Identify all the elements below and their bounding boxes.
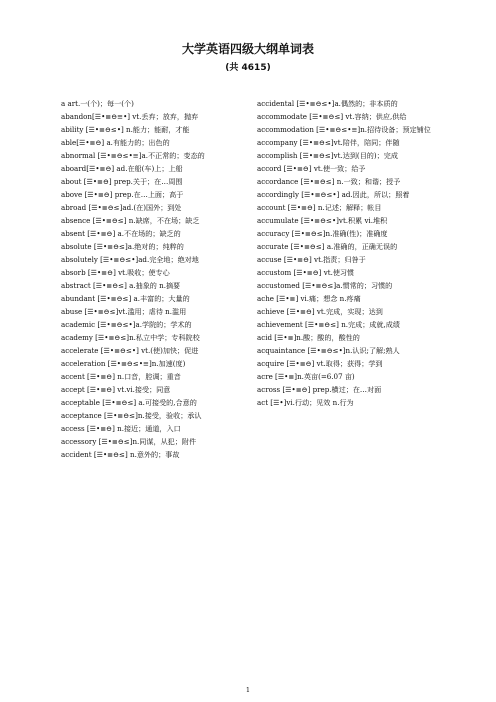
vocabulary-entry: a art.一(个)；每一(个) [61,99,134,108]
vocabulary-entry: achieve [☰•≣⊖] vt.完成，实现；达到 [257,307,383,316]
vocabulary-entry: absolute [☰•≣⊖≤]a.绝对的；纯粹的 [61,242,184,251]
vocabulary-entry: accident [☰•≣⊖≤] n.意外的；事故 [61,450,180,459]
vocabulary-entry: absorb [☰•≣⊖] vt.吸收；使专心 [61,268,170,277]
vocabulary-entry: academy [☰•≣⊖≤]n.私立中学；专科院校 [61,333,200,342]
vocabulary-entry: absolutely [☰•≣⊖≤•]ad.完全地；绝对地 [61,255,199,264]
vocabulary-entry: accept [☰•≣⊖] vt.vi.接受；同意 [61,385,171,394]
vocabulary-entry: accustom [☰•≣⊖] vt.使习惯 [257,268,355,277]
vocabulary-entry: accuracy [☰•≣⊖≤]n.准确(性)；准确度 [257,229,388,238]
vocabulary-entry: abnormal [☰•≣⊖≤•≡]a.不正常的；变态的 [61,151,205,160]
vocabulary-entry: acquire [☰•≣⊖] vt.取得；获得；学到 [257,359,383,368]
vocabulary-entry: accommodation [☰•≣⊖≤•≡]n.招待设备；预定铺位 [257,125,431,134]
word-list-right-column [257,97,447,409]
vocabulary-entry: accord [☰•≣⊖] vt.使一致；给予 [257,164,366,173]
vocabulary-entry: above [☰•≣⊖] prep.在…上面；高于 [61,190,184,199]
vocabulary-entry: accuse [☰•≣⊖] vt.指责；归咎于 [257,255,366,264]
vocabulary-entry: accordance [☰•≣⊖≤] n.一致；和谐；授予 [257,177,401,186]
document-subtitle: (共 4615) [225,63,271,73]
vocabulary-entry: acceptable [☰•≣⊖≤] a.可接受的,合意的 [61,398,197,407]
vocabulary-entry: accessory [☰•≣⊖≤]n.同谋，从犯；附件 [61,437,197,446]
vocabulary-entry: accumulate [☰•≣⊖≤•]vt.积累 vi.堆积 [257,216,388,225]
vocabulary-entry: able[☰•≣⊖] a.有能力的；出色的 [61,138,170,147]
vocabulary-entry: abuse [☰•≣⊖≤]vt.滥用；虐待 n.滥用 [61,307,187,316]
vocabulary-entry: abundant [☰•≣⊖≤] a.丰富的；大量的 [61,294,190,303]
vocabulary-entry: accent [☰•≣⊖] n.口音，腔调；重音 [61,372,181,381]
vocabulary-entry: accustomed [☰•≣⊖≤]a.惯常的；习惯的 [257,281,393,290]
vocabulary-entry: accomplish [☰•≣⊖≤]vt.达到(目的)；完成 [257,151,398,160]
vocabulary-entry: acre [☰•≣]n.英亩(=6.07 亩) [257,372,355,381]
vocabulary-entry: access [☰•≣⊖] n.接近；通道，入口 [61,424,181,433]
vocabulary-entry: accelerate [☰•≣⊖≤•] vt.(使)加快；促进 [61,346,199,355]
vocabulary-entry: acceptance [☰•≣⊖≤]n.接受，验收；承认 [61,411,202,420]
vocabulary-entry: act [☰•]vi.行动；见效 n.行为 [257,398,354,407]
vocabulary-entry: aboard[☰•≣⊖] ad.在船(车)上；上船 [61,164,183,173]
page-number: 1 [245,686,251,694]
vocabulary-entry: acquaintance [☰•≣⊖≤•]n.认识;了解;熟人 [257,346,400,355]
vocabulary-entry: accordingly [☰•≣⊖≤•] ad.因此，所以；照着 [257,190,410,199]
vocabulary-entry: achievement [☰•≣⊖≤] n.完成；成就,成绩 [257,320,400,329]
vocabulary-entry: ache [☰•≣] vi.痛；想念 n.疼痛 [257,294,361,303]
document-title: 大学英语四级大纲单词表 [181,42,314,56]
vocabulary-entry: abstract [☰•≣⊖≤] a.抽象的 n.摘要 [61,281,181,290]
vocabulary-entry: across [☰•≣⊖] prep.横过；在…对面 [257,385,382,394]
vocabulary-entry: abandon[☰•≣⊖≡•] vt.丢弃；放弃，抛弃 [61,112,199,121]
vocabulary-entry: accompany [☰•≣⊖≤]vt.陪伴，陪同；伴随 [257,138,400,147]
vocabulary-entry: absent [☰•≣⊖] a.不在场的；缺乏的 [61,229,181,238]
vocabulary-entry: acid [☰•≣]n.酸；酸的，酸性的 [257,333,360,342]
vocabulary-entry: abroad [☰•≣⊖≤]ad.(在)国外；到处 [61,203,182,212]
vocabulary-entry: absence [☰•≣⊖≤] n.缺席，不在场；缺乏 [61,216,200,225]
vocabulary-entry: accidental [☰•≣⊖≤•]a.偶然的；非本质的 [257,99,398,108]
vocabulary-entry: acceleration [☰•≣⊖≤•≡]n.加速(度) [61,359,186,368]
vocabulary-entry: accommodate [☰•≣⊖≤] vt.容纳；供应,供给 [257,112,407,121]
vocabulary-entry: account [☰•≣⊖] n.记述；解释；帐目 [257,203,382,212]
vocabulary-entry: academic [☰•≣⊖≤•]a.学院的；学术的 [61,320,192,329]
vocabulary-entry: about [☰•≣⊖] prep.关于；在…周围 [61,177,183,186]
vocabulary-entry: accurate [☰•≣⊖≤] a.准确的，正确无误的 [257,242,398,251]
vocabulary-entry: ability [☰•≣⊖≤•] n.能力；能耐，才能 [61,125,190,134]
word-list-left-column [61,97,251,461]
